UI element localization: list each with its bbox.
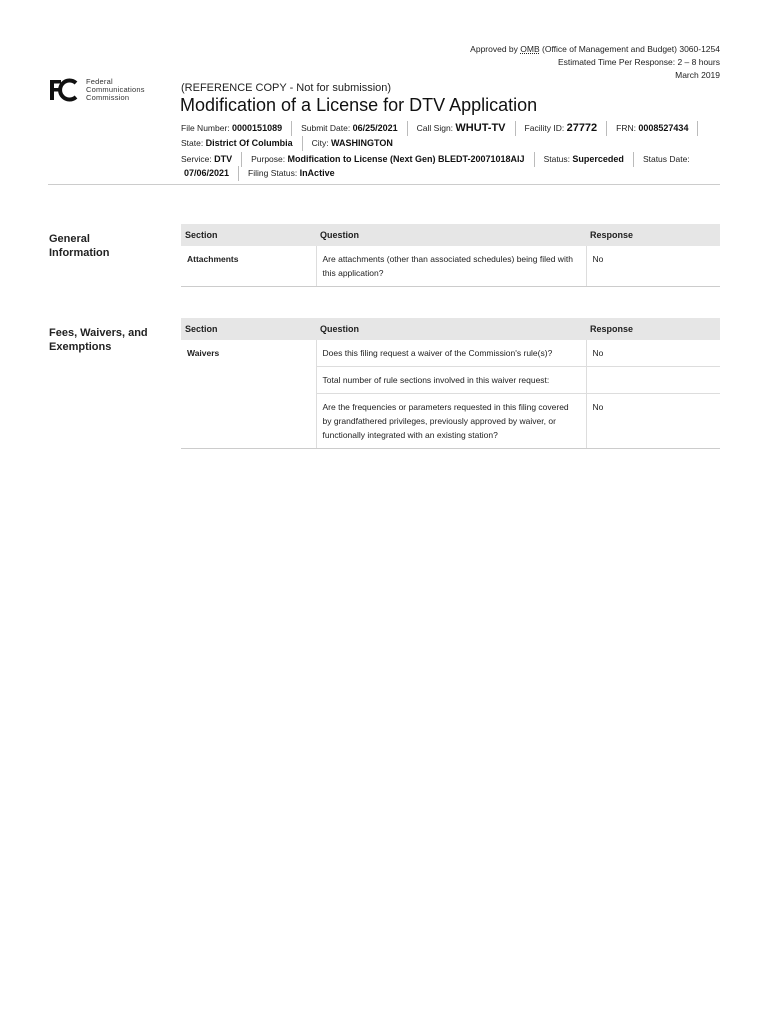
fees-waivers-table xyxy=(181,318,720,449)
frn: FRN: 0008527434 xyxy=(606,121,698,136)
question-cell: Are attachments (other than associated schedules) being filed with this application? xyxy=(316,246,586,287)
agency-name: Federal Communications Commission xyxy=(86,77,145,102)
column-header-section: Section xyxy=(181,318,316,340)
meta-row-4 xyxy=(184,166,344,181)
omb-abbreviation: OMB xyxy=(520,44,540,54)
response-cell: No xyxy=(586,394,720,449)
column-header-response: Response xyxy=(586,224,720,246)
column-header-question: Question xyxy=(316,318,586,340)
response-cell: No xyxy=(586,246,720,287)
section-cell: Waivers xyxy=(181,340,316,449)
status-date-label: Status Date: xyxy=(633,152,699,167)
page-title: Modification of a License for DTV Application xyxy=(180,95,538,115)
meta-row-3 xyxy=(181,152,699,167)
reference-copy-notice: (REFERENCE COPY - Not for submission) xyxy=(181,82,392,94)
filing-status: Filing Status: InActive xyxy=(238,166,344,181)
question-cell: Are the frequencies or parameters requested in this filing covered by grandfathered privileges, previously approved by waiver, or functionally integrated with an existing station? xyxy=(316,394,586,449)
service: Service: DTV xyxy=(181,154,233,164)
call-sign: Call Sign: WHUT-TV xyxy=(407,121,515,136)
meta-row-1 xyxy=(181,121,698,136)
fcc-logo-icon xyxy=(48,78,78,102)
table-row xyxy=(181,340,720,367)
section-label-general-information: General Information xyxy=(49,233,110,259)
table-row xyxy=(181,246,720,287)
general-information-table xyxy=(181,224,720,287)
city: City: WASHINGTON xyxy=(302,136,402,151)
response-cell xyxy=(586,367,720,394)
omb-date: March 2019 xyxy=(675,70,720,80)
meta-row-2 xyxy=(181,136,402,151)
state: State: District Of Columbia xyxy=(181,138,293,148)
purpose: Purpose: Modification to License (Next Gen) BLEDT-20071018AIJ xyxy=(241,152,533,167)
submit-date: Submit Date: 06/25/2021 xyxy=(291,121,407,136)
status-date: 07/06/2021 xyxy=(184,168,230,178)
section-cell: Attachments xyxy=(181,246,316,287)
facility-id: Facility ID: 27772 xyxy=(515,121,607,136)
column-header-section: Section xyxy=(181,224,316,246)
section-label-fees-waivers-exemptions: Fees, Waivers, and Exemptions xyxy=(49,327,148,353)
column-header-question: Question xyxy=(316,224,586,246)
omb-time-estimate: Estimated Time Per Response: 2 – 8 hours xyxy=(557,57,720,67)
response-cell: No xyxy=(586,340,720,367)
header-divider xyxy=(48,184,720,185)
fcc-logo xyxy=(48,78,145,102)
question-cell: Total number of rule sections involved in this waiver request: xyxy=(316,367,586,394)
status: Status: Superceded xyxy=(534,152,633,167)
question-cell: Does this filing request a waiver of the Commission's rule(s)? xyxy=(316,340,586,367)
file-number: File Number: 0000151089 xyxy=(181,123,283,133)
omb-notice xyxy=(470,43,720,82)
omb-approval-line: Approved by OMB (Office of Management and Budget) 3060-1254 xyxy=(470,44,720,54)
column-header-response: Response xyxy=(586,318,720,340)
